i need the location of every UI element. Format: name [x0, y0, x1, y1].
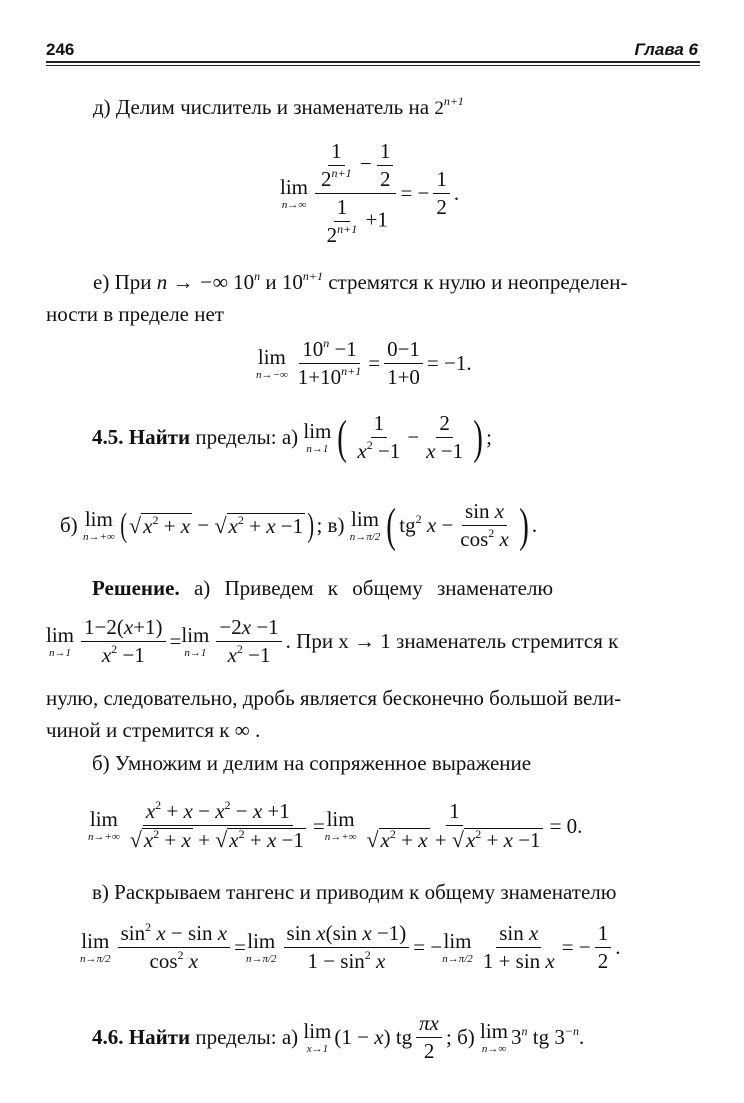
solution-b-text: б) Умножим и делим на сопряженное выражение [92, 751, 532, 775]
part-e-line1: е) При n → −∞ 10$^n$ и $10^{n+1}$ стремятся к нулю и неопределен- [93, 269, 628, 294]
header-rule [46, 61, 700, 63]
problem-4-5-a: 4.5. Найти пределы: а) lim n→1 ( $\frac{1}{x^2 -1}$ − $\frac{2}{x -1}$ ) ; [92, 410, 492, 464]
formula-solution-a: lim n→1 $\frac{1-2(x+1)}{x^2 -1}$ = lim n→1 $\frac{-2x -1}{x^2 -1}$ . При x → 1 знаменатель стремится к [46, 615, 619, 668]
header-rule-thin [46, 65, 700, 66]
formula-e: lim n→−∞ $\frac{10^n -1}{1+10^{n+1}}$ = $\frac{0-1}{1+0}$ = −1. [256, 336, 472, 390]
solution-a-line3: чиной и стремится к ∞ . [46, 718, 261, 742]
solution-v-text: в) Раскрываем тангенс и приводим к общему знаменателю [92, 880, 617, 904]
page-number: 246 [46, 40, 75, 59]
solution-a-line2: нулю, следовательно, дробь является бесконечно большой вели- [46, 686, 622, 710]
formula-solution-b: lim n→+∞ $x^2 + x - x^2 - x +1$ √ $x^2 + x$ + √ $x^2 + x -1$ = lim n→+∞ 1 √ $x^2 + x$ + √ $x^2 + x -1$ = 0. [88, 798, 583, 853]
part-e-line2: ности в пределе нет [46, 302, 224, 326]
solution-a-text: Решение. а) Приведем к общему знаменателю [92, 576, 554, 600]
problem-4-5-b-v: б) lim n→+∞ ( √ $x^2 + x$ − √ $x^2 + x -1$ ) ; в) lim n→π/2 ( $tg^2$ x − $\frac{\text{sin x}}{\cos^2 x}$ ) . [60, 498, 538, 552]
formula-solution-v: lim n→π/2 $\frac{\sin^2 x - \sin x}{\cos^2 x}$ = lim n→π/2 $\frac{\text{sin x(sin x −1)}}{1 - \sin^2 x}$ = − lim n→π/2 $\frac{\text{sin x}}{\text{1 + sin x}}$ = − $\frac{1}{2}$ . [80, 920, 621, 974]
part-d-text: д) Делим числитель и знаменатель на $2^{n+1}$ [93, 94, 464, 119]
problem-4-6: 4.6. Найти пределы: а) lim x→1 (1 − x) tg $\frac{\pi x}{2}$ ; б) lim n→∞ 3$^n$ tg $3^{-n}$. [92, 1011, 585, 1064]
formula-d: lim n→∞ $\frac{1}{2^{n+1}}$ − $\frac{1}{2}$ $\frac{1}{2^{n+1}}$ +1 = − $\frac{1}{2}$ . [280, 139, 460, 248]
chapter-title: Глава 6 [634, 40, 698, 59]
